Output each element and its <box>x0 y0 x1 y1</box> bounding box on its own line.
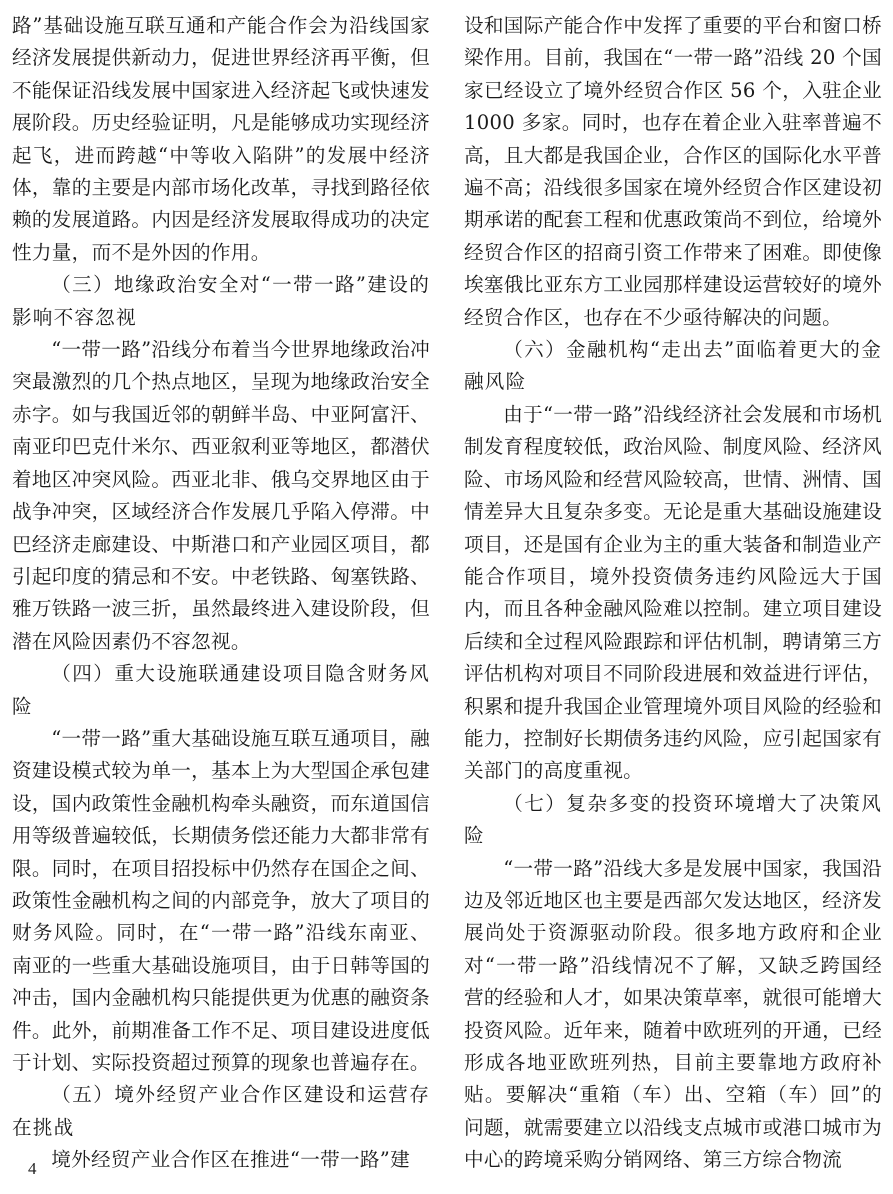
paragraph: 由于“一带一路”沿线经济社会发展和市场机制发育程度较低，政治风险、制度风险、经济风险、市场风险和经营风险较高，世情、洲情、国情差异大且复杂多变。无论是重大基础设施建设项目，还是国有企业为主的重大装备和制造业产能合作项目，境外投资债务违约风险远大于国内，而且各种金融风险难以控制。建立项目建设后续和全过程风险跟踪和评估机制，聘请第三方评估机构对项目不同阶段进展和效益进行评估，积累和提升我国企业管理境外项目风险的经验和能力，控制好长期债务违约风险，应引起国家有关部门的高度重视。 <box>464 402 882 783</box>
paragraph: “一带一路”沿线分布着当今世界地缘政治冲突最激烈的几个热点地区，呈现为地缘政治安全赤字。如与我国近邻的朝鲜半岛、中亚阿富汗、南亚印巴克什米尔、西亚叙利亚等地区，都潜伏着地区冲突风险。西亚北非、俄乌交界地区由于战争冲突，区域经济合作发展几乎陷入停滞。中巴经济走廊建设、中斯港口和产业园区项目，都引起印度的猜忌和不安。中老铁路、匈塞铁路、雅万铁路一波三折，虽然最终进入建设阶段，但潜在风险因素仍不容忽视。 <box>12 338 430 653</box>
section-heading-3: （三）地缘政治安全对“一带一路”建设的影响不容忽视 <box>12 273 430 329</box>
paragraph: 路”基础设施互联互通和产能合作会为沿线国家经济发展提供新动力，促进世界经济再平衡，但不能保证沿线发展中国家进入经济起飞或快速发展阶段。历史经验证明，凡是能够成功实现经济起飞，进而跨越“中等收入陷阱”的发展中经济体，靠的主要是内部市场化改革，寻找到路径依赖的发展道路。内因是经济发展取得成功的决定性力量，而不是外因的作用。 <box>12 14 430 264</box>
paragraph: 设和国际产能合作中发挥了重要的平台和窗口桥梁作用。目前，我国在“一带一路”沿线 20 个国家已经设立了境外经贸合作区 56 个，入驻企业 1000 多家。同时，也存在着企业入驻率普遍不高，且大都是我国企业，合作区的国际化水平普遍不高；沿线很多国家在境外经贸合作区建设初期承诺的配套工程和优惠政策尚不到位，给境外经贸合作区的招商引资工作带来了困难。即使像埃塞俄比亚东方工业园那样建设运营较好的境外经贸合作区，也存在不少亟待解决的问题。 <box>464 14 882 329</box>
section-heading-7: （七）复杂多变的投资环境增大了决策风险 <box>464 791 882 848</box>
right-column <box>464 10 882 1177</box>
left-column <box>12 10 430 1177</box>
paragraph: 境外经贸产业合作区在推进“一带一路”建 <box>51 1148 411 1172</box>
paragraph: “一带一路”重大基础设施互联互通项目，融资建设模式较为单一，基本上为大型国企承包建设，国内政策性金融机构牵头融资，而东道国信用等级普遍较低，长期债务偿还能力大都非常有限。同时，在项目招投标中仍然存在国企之间、政策性金融机构之间的内部竞争，放大了项目的财务风险。同时，在“一带一路”沿线东南亚、南亚的一些重大基础设施项目，由于日韩等国的冲击，国内金融机构只能提供更为优惠的融资条件。此外，前期准备工作不足、项目建设进度低于计划、实际投资超过预算的现象也普遍存在。 <box>12 726 430 1074</box>
section-heading-5: （五）境外经贸产业合作区建设和运营存在挑战 <box>12 1083 430 1139</box>
section-heading-4: （四）重大设施联通建设项目隐含财务风险 <box>12 662 430 718</box>
paragraph: “一带一路”沿线大多是发展中国家，我国沿边及邻近地区也主要是西部欠发达地区，经济发展尚处于资源驱动阶段。很多地方政府和企业对“一带一路”沿线情况不了解，又缺乏跨国经营的经验和人才，如果决策草率，就很可能增大投资风险。近年来，随着中欧班列的开通，已经形成各地亚欧班列热，目前主要靠地方政府补贴。要解决“重箱（车）出、空箱（车）回”的问题，就需要建立以沿线支点城市或港口城市为中心的跨境采购分销网络、第三方综合物流 <box>464 856 882 1172</box>
section-heading-6: （六）金融机构“走出去”面临着更大的金融风险 <box>464 338 882 394</box>
page-number: 4 <box>28 1159 37 1178</box>
